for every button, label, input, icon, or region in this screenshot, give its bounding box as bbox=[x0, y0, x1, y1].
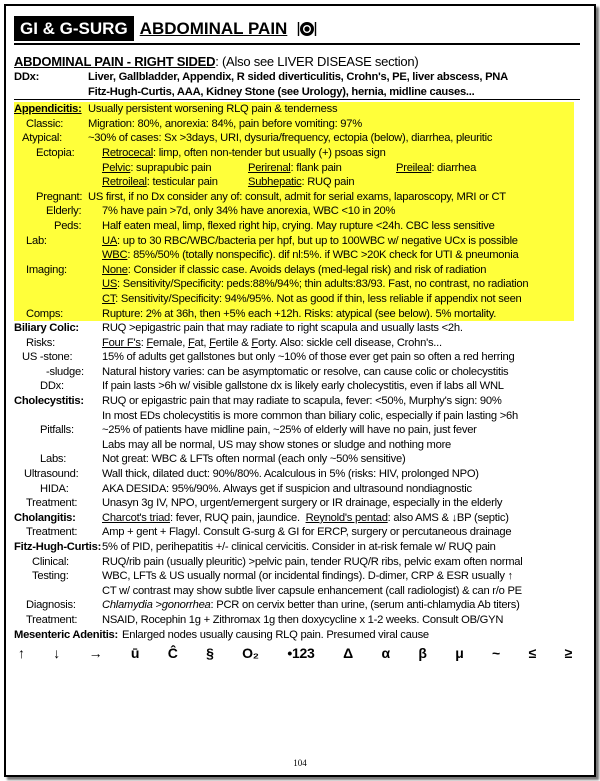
fhc-summary: 5% of PID, perihepatitis +/- clinical cervicitis. Consider in at-risk female w/ RUQ pain bbox=[102, 541, 496, 553]
testing-text: WBC, LFTs & US usually normal (or incidental findings). D-dimer, CRP & ESR usually ↑ bbox=[102, 570, 513, 583]
ddx-line2: Fitz-Hugh-Curtis, AAA, Kidney Stone (see Urology), hernia, midline causes... bbox=[88, 85, 475, 98]
symbol-strip bbox=[14, 642, 580, 661]
classic-label: Classic: bbox=[26, 117, 64, 130]
mesenteric-label: Mesenteric Adenitis: bbox=[14, 628, 119, 641]
imaging-ct: CT: Sensitivity/Specificity: 94%/95%. Not as good if thin, less reliable if appendix not seen bbox=[102, 292, 522, 305]
biliary-summary: RUQ >epigastric pain that may radiate to right scapula and usually lasts <2h. bbox=[102, 322, 463, 335]
biliary-block bbox=[14, 321, 580, 394]
symbol-1: ↓ bbox=[53, 645, 61, 662]
symbol-11: μ bbox=[455, 645, 464, 662]
ectopia-row2: Pelvic: suprapubic pain Perirenal: flank pain Preileal: diarrhea bbox=[102, 161, 477, 174]
atypical-label: Atypical: bbox=[22, 132, 63, 145]
symbol-0: ↑ bbox=[18, 645, 25, 662]
ultrasound-text: Wall thick, dilated duct: 90%/80%. Acalculous in 5% (risks: HIV, prolonged NPO) bbox=[102, 468, 479, 481]
peds-label: Peds: bbox=[54, 219, 82, 232]
fhc-block bbox=[14, 540, 580, 628]
pitfalls-text2: Labs may all be normal, US may show stones or sludge and nothing more bbox=[102, 438, 452, 451]
pitfalls-label: Pitfalls: bbox=[40, 424, 74, 437]
cholangitis-treatment-label: Treatment: bbox=[26, 526, 78, 539]
diagnosis-text: Chlamydia >gonorrhea: PCR on cervix better than urine, (serum anti-chlamydia Ab titers) bbox=[102, 599, 520, 612]
ectopia-row3: Retroileal: testicular pain Subhepatic: RUQ pain bbox=[102, 176, 355, 189]
sludge-text: Natural history varies: can be asymptomatic or resolve, can cause colic or cholecystitis bbox=[102, 365, 509, 378]
elderly-text: 7% have pain >7d, only 34% have anorexia, WBC <10 in 20% bbox=[102, 205, 396, 218]
page-header bbox=[14, 16, 317, 41]
elderly-label: Elderly: bbox=[46, 205, 82, 218]
lab-label: Lab: bbox=[26, 234, 47, 247]
section-note: : (Also see LIVER DISEASE section) bbox=[215, 54, 419, 69]
imaging-none: None: Consider if classic case. Avoids delays (med-legal risk) and risk of radiation bbox=[102, 263, 487, 276]
labs-label: Labs: bbox=[40, 453, 67, 466]
symbol-14: ≥ bbox=[564, 645, 572, 662]
mesenteric-text: Enlarged nodes usually causing RLQ pain. Presumed viral cause bbox=[122, 628, 429, 641]
symbol-4: Ĉ bbox=[167, 645, 178, 662]
risks-text: Four F's: Female, Fat, Fertile & Forty. Also: sickle cell disease, Crohn's... bbox=[102, 336, 442, 349]
cholecystitis-summary: RUQ or epigastric pain that may radiate to scapula, fever: <50%, Murphy's sign: 90% bbox=[102, 395, 502, 408]
labs-text: Not great: WBC & LFTs often normal (each only ~50% sensitive) bbox=[102, 453, 406, 466]
fhc-label: Fitz-Hugh-Curtis: bbox=[14, 541, 102, 553]
fhc-treatment-label: Treatment: bbox=[26, 613, 78, 626]
clinical-text: RUQ/rib pain (usually pleuritic) >pelvic pain, tender RUQ/R ribs, pelvic exam often normal bbox=[102, 555, 523, 568]
testing-label: Testing: bbox=[32, 570, 69, 583]
header-rule bbox=[14, 43, 580, 45]
ectopia-retrocecal: Retrocecal: limp, often non-tender but usually (+) psoas sign bbox=[102, 146, 386, 159]
us-stone-label: US -stone: bbox=[22, 351, 73, 364]
plate-fork-knife-icon bbox=[297, 19, 317, 39]
testing-text2: CT w/ contrast may show subtle liver capsule enhancement (call radiologist) & can r/o PE bbox=[102, 584, 522, 597]
mesenteric-block bbox=[14, 628, 580, 643]
cholangitis-text: Charcot's triad: fever, RUQ pain, jaundice. Reynold's pentad: also AMS & ↓BP (septic) bbox=[102, 511, 509, 524]
symbol-12: ~ bbox=[492, 645, 500, 662]
appendicitis-label: Appendicitis: bbox=[14, 103, 82, 116]
symbol-9: α bbox=[381, 645, 390, 662]
ddx-line1: Liver, Gallbladder, Appendix, R sided diverticulitis, Crohn's, PE, liver abscess, PNA bbox=[88, 71, 508, 83]
atypical-text: ~30% of cases: Sx >3days, URI, dysuria/frequency, ectopia (below), diarrhea, pleuritic bbox=[88, 132, 493, 145]
sludge-label: -sludge: bbox=[46, 365, 84, 378]
biliary-label: Biliary Colic: bbox=[14, 322, 79, 335]
header-badge: GI & G-SURG bbox=[14, 16, 134, 41]
header-title: ABDOMINAL PAIN bbox=[139, 18, 288, 38]
ultrasound-label: Ultrasound: bbox=[24, 468, 79, 481]
symbol-5: § bbox=[206, 645, 214, 662]
cholangitis-block bbox=[14, 511, 580, 540]
cholecystitis-block bbox=[14, 394, 580, 511]
symbol-3: ū bbox=[130, 645, 140, 662]
cholecystitis-summary2: In most EDs cholecystitis is more common than biliary colic, especially if pain lasting >6h bbox=[102, 409, 518, 422]
symbol-10: β bbox=[418, 645, 427, 662]
lab-wbc: WBC: 85%/50% (totally nonspecific). dif nl:5%. if WBC >20K check for UTI & pneumonia bbox=[102, 249, 519, 262]
section-title-text: ABDOMINAL PAIN - RIGHT SIDED bbox=[14, 54, 216, 69]
biliary-ddx-label: DDx: bbox=[40, 380, 64, 393]
symbol-13: ≤ bbox=[528, 645, 536, 662]
ddx-block bbox=[14, 70, 580, 100]
hida-text: AKA DESIDA: 95%/90%. Always get if suspicion and ultrasound nondiagnostic bbox=[102, 482, 472, 495]
imaging-label: Imaging: bbox=[26, 263, 67, 276]
cholangitis-label: Cholangitis: bbox=[14, 511, 76, 524]
chole-treatment-label: Treatment: bbox=[26, 497, 78, 510]
pitfalls-text: ~25% of patients have midline pain, ~25% of elderly will have no pain, just fever bbox=[102, 424, 477, 437]
comps-label: Comps: bbox=[26, 307, 64, 320]
clinical-label: Clinical: bbox=[32, 555, 69, 568]
section-title bbox=[14, 54, 580, 70]
peds-text: Half eaten meal, limp, flexed right hip, crying. May rupture <24h. CBC less sensitive bbox=[102, 219, 495, 232]
ectopia-label: Ectopia: bbox=[36, 146, 75, 159]
symbol-8: Δ bbox=[343, 645, 353, 662]
biliary-ddx-text: If pain lasts >6h w/ visible gallstone dx is likely early cholecystitis, even if labs all WNL bbox=[102, 380, 504, 393]
chole-treatment-text: Unasyn 3g IV, NPO, urgent/emergent surgery or IR drainage, especially in the elderly bbox=[102, 497, 503, 510]
fhc-treatment-text: NSAID, Rocephin 1g + Zithromax 1g then doxycycline x 1-2 weeks. Consult OB/GYN bbox=[102, 613, 504, 626]
diagnosis-label: Diagnosis: bbox=[26, 599, 76, 612]
cholecystitis-label: Cholecystitis: bbox=[14, 395, 84, 408]
lab-ua: UA: up to 30 RBC/WBC/bacteria per hpf, but up to 100WBC w/ negative UCx is possible bbox=[102, 234, 518, 247]
us-stone-text: 15% of adults get gallstones but only ~10% of those ever get pain so often a red herring bbox=[102, 351, 515, 364]
cholangitis-treatment-text: Amp + gent + Flagyl. Consult G-surg & GI for ERCP, surgery or percutaneous drainage bbox=[102, 526, 512, 539]
page-content bbox=[14, 48, 580, 661]
pregnant-text: US first, if no Dx consider any of: consult, admit for serial exams, laparoscopy, MRI or CT bbox=[88, 190, 506, 203]
symbol-6: O₂ bbox=[242, 645, 259, 662]
comps-text: Rupture: 2% at 36h, then +5% each +12h. Risks: atypical (see below). 5% mortality. bbox=[102, 307, 497, 320]
ddx-label: DDx: bbox=[14, 71, 40, 83]
page-number: 104 bbox=[293, 758, 307, 768]
hida-label: HIDA: bbox=[40, 482, 69, 495]
symbol-2: → bbox=[88, 645, 103, 662]
imaging-us: US: Sensitivity/Specificity: peds:88%/94%; thin adults:83/93. Fast, no contrast, no radiation bbox=[102, 278, 529, 291]
risks-label: Risks: bbox=[26, 336, 55, 349]
classic-text: Migration: 80%, anorexia: 84%, pain before vomiting: 97% bbox=[88, 117, 362, 130]
pregnant-label: Pregnant: bbox=[36, 190, 83, 203]
appendicitis-block bbox=[14, 102, 574, 321]
symbol-7: •123 bbox=[287, 645, 315, 662]
appendicitis-summary: Usually persistent worsening RLQ pain & tenderness bbox=[88, 103, 338, 116]
